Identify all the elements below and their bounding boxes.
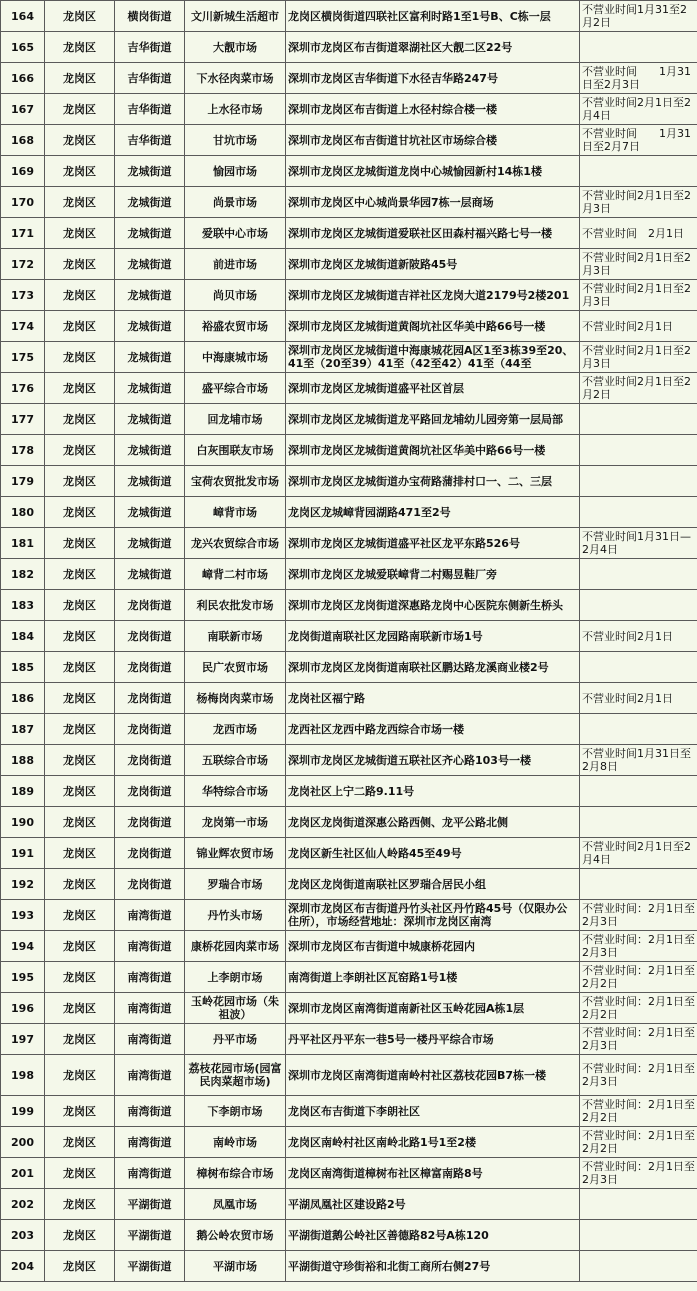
- row-number-cell: 200: [1, 1127, 45, 1158]
- street-cell: 龙岗街道: [115, 869, 185, 900]
- market-name-cell: 甘坑市场: [185, 125, 286, 156]
- closing-time-cell: 不营业时间1月31日至2月8日: [580, 745, 697, 776]
- table-row: [1, 745, 697, 776]
- market-name-cell: 龙西市场: [185, 714, 286, 745]
- row-number-cell: 191: [1, 838, 45, 869]
- table-row: [1, 590, 697, 621]
- closing-time-cell: 不营业时间2月1日至2月4日: [580, 94, 697, 125]
- table-row: [1, 311, 697, 342]
- address-cell: 平湖凤凰社区建设路2号: [286, 1189, 580, 1220]
- closing-time-cell: 不营业时间：2月1日至2月3日: [580, 931, 697, 962]
- market-name-cell: 华特综合市场: [185, 776, 286, 807]
- street-cell: 龙城街道: [115, 280, 185, 311]
- district-cell: 龙岗区: [45, 807, 115, 838]
- closing-time-cell: 不营业时间2月1日: [580, 621, 697, 652]
- row-number-cell: 185: [1, 652, 45, 683]
- row-number-cell: 175: [1, 342, 45, 373]
- street-cell: 吉华街道: [115, 63, 185, 94]
- district-cell: 龙岗区: [45, 1055, 115, 1096]
- market-name-cell: 嶂背二村市场: [185, 559, 286, 590]
- closing-time-cell: 不营业时间2月1日至2月4日: [580, 838, 697, 869]
- closing-time-cell: [580, 435, 697, 466]
- district-cell: 龙岗区: [45, 218, 115, 249]
- address-cell: 龙岗社区上宁二路9.11号: [286, 776, 580, 807]
- market-name-cell: 丹竹头市场: [185, 900, 286, 931]
- market-name-cell: 杨梅岗肉菜市场: [185, 683, 286, 714]
- row-number-cell: 192: [1, 869, 45, 900]
- row-number-cell: 167: [1, 94, 45, 125]
- table-row: [1, 156, 697, 187]
- street-cell: 南湾街道: [115, 1024, 185, 1055]
- row-number-cell: 173: [1, 280, 45, 311]
- market-name-cell: 裕盛农贸市场: [185, 311, 286, 342]
- closing-time-cell: 不营业时间1月31日—2月4日: [580, 528, 697, 559]
- table-row: [1, 1024, 697, 1055]
- street-cell: 南湾街道: [115, 1158, 185, 1189]
- closing-time-cell: [580, 559, 697, 590]
- closing-time-cell: 不营业时间 2月1日: [580, 218, 697, 249]
- row-number-cell: 196: [1, 993, 45, 1024]
- district-cell: 龙岗区: [45, 466, 115, 497]
- street-cell: 龙岗街道: [115, 745, 185, 776]
- district-cell: 龙岗区: [45, 280, 115, 311]
- street-cell: 南湾街道: [115, 1055, 185, 1096]
- street-cell: 龙城街道: [115, 497, 185, 528]
- closing-time-cell: [580, 776, 697, 807]
- market-name-cell: 康桥花园肉菜市场: [185, 931, 286, 962]
- market-name-cell: 鹅公岭农贸市场: [185, 1220, 286, 1251]
- street-cell: 龙岗街道: [115, 838, 185, 869]
- address-cell: 深圳市龙岗区龙城街道龙岗中心城愉园新村14栋1楼: [286, 156, 580, 187]
- district-cell: 龙岗区: [45, 1158, 115, 1189]
- address-cell: 深圳市龙岗区龙城街道盛平社区龙平东路526号: [286, 528, 580, 559]
- market-name-cell: 爱联中心市场: [185, 218, 286, 249]
- district-cell: 龙岗区: [45, 497, 115, 528]
- market-name-cell: 大靓市场: [185, 32, 286, 63]
- row-number-cell: 164: [1, 1, 45, 32]
- table-row: [1, 1, 697, 32]
- district-cell: 龙岗区: [45, 776, 115, 807]
- address-cell: 深圳市龙岗区龙城街道新陂路45号: [286, 249, 580, 280]
- closing-time-cell: [580, 1220, 697, 1251]
- closing-time-cell: 不营业时间：2月1日至2月3日: [580, 1158, 697, 1189]
- table-row: [1, 435, 697, 466]
- closing-time-cell: 不营业时间：2月1日至2月3日: [580, 1024, 697, 1055]
- row-number-cell: 177: [1, 404, 45, 435]
- table-row: [1, 776, 697, 807]
- district-cell: 龙岗区: [45, 962, 115, 993]
- district-cell: 龙岗区: [45, 869, 115, 900]
- street-cell: 南湾街道: [115, 931, 185, 962]
- district-cell: 龙岗区: [45, 342, 115, 373]
- table-row: [1, 962, 697, 993]
- street-cell: 平湖街道: [115, 1189, 185, 1220]
- address-cell: 龙岗区南岭村社区南岭北路1号1至2楼: [286, 1127, 580, 1158]
- market-name-cell: 中海康城市场: [185, 342, 286, 373]
- row-number-cell: 203: [1, 1220, 45, 1251]
- address-cell: 深圳市龙岗区龙城街道五联社区齐心路103号一楼: [286, 745, 580, 776]
- address-cell: 深圳市龙岗区龙城街道龙平路回龙埔幼儿园旁第一层局部: [286, 404, 580, 435]
- address-cell: 深圳市龙岗区龙城爱联嶂背二村赐昱鞋厂旁: [286, 559, 580, 590]
- district-cell: 龙岗区: [45, 311, 115, 342]
- street-cell: 龙城街道: [115, 404, 185, 435]
- street-cell: 吉华街道: [115, 125, 185, 156]
- closing-time-cell: [580, 652, 697, 683]
- district-cell: 龙岗区: [45, 714, 115, 745]
- address-cell: 深圳市龙岗区龙城街道办宝荷路蒲排村口一、二、三层: [286, 466, 580, 497]
- closing-time-cell: 不营业时间 1月31日至2月7日: [580, 125, 697, 156]
- closing-time-cell: 不营业时间2月1日至2月3日: [580, 249, 697, 280]
- street-cell: 龙岗街道: [115, 621, 185, 652]
- address-cell: 平湖街道鹅公岭社区善德路82号A栋120: [286, 1220, 580, 1251]
- street-cell: 龙岗街道: [115, 590, 185, 621]
- row-number-cell: 187: [1, 714, 45, 745]
- table-row: [1, 838, 697, 869]
- district-cell: 龙岗区: [45, 1096, 115, 1127]
- street-cell: 龙岗街道: [115, 683, 185, 714]
- row-number-cell: 171: [1, 218, 45, 249]
- district-cell: 龙岗区: [45, 1127, 115, 1158]
- closing-time-cell: [580, 1251, 697, 1282]
- street-cell: 南湾街道: [115, 1127, 185, 1158]
- table-row: [1, 683, 697, 714]
- market-name-cell: 前进市场: [185, 249, 286, 280]
- district-cell: 龙岗区: [45, 683, 115, 714]
- address-cell: 丹平社区丹平东一巷5号一楼丹平综合市场: [286, 1024, 580, 1055]
- address-cell: 深圳市龙岗区龙城街道黄阁坑社区华美中路66号一楼: [286, 435, 580, 466]
- row-number-cell: 183: [1, 590, 45, 621]
- district-cell: 龙岗区: [45, 32, 115, 63]
- table-row: [1, 1220, 697, 1251]
- market-name-cell: 凤凰市场: [185, 1189, 286, 1220]
- row-number-cell: 165: [1, 32, 45, 63]
- address-cell: 深圳市龙岗区布吉街道上水径村综合楼一楼: [286, 94, 580, 125]
- address-cell: 龙岗街道南联社区龙园路南联新市场1号: [286, 621, 580, 652]
- street-cell: 横岗街道: [115, 1, 185, 32]
- address-cell: 龙岗区龙城嶂背园湖路471至2号: [286, 497, 580, 528]
- row-number-cell: 198: [1, 1055, 45, 1096]
- table-row: [1, 249, 697, 280]
- market-name-cell: 丹平市场: [185, 1024, 286, 1055]
- market-name-cell: 宝荷农贸批发市场: [185, 466, 286, 497]
- closing-time-cell: 不营业时间：2月1日至2月2日: [580, 962, 697, 993]
- address-cell: 深圳市龙岗区中心城尚景华园7栋一层商场: [286, 187, 580, 218]
- address-cell: 深圳市龙岗区龙岗街道深惠路龙岗中心医院东侧新生桥头: [286, 590, 580, 621]
- closing-time-cell: 不营业时间2月1日: [580, 683, 697, 714]
- address-cell: 龙岗区布吉街道下李朗社区: [286, 1096, 580, 1127]
- district-cell: 龙岗区: [45, 993, 115, 1024]
- district-cell: 龙岗区: [45, 528, 115, 559]
- street-cell: 龙城街道: [115, 187, 185, 218]
- table-row: [1, 32, 697, 63]
- address-cell: 龙岗区新生社区仙人岭路45至49号: [286, 838, 580, 869]
- market-name-cell: 平湖市场: [185, 1251, 286, 1282]
- row-number-cell: 180: [1, 497, 45, 528]
- closing-time-cell: [580, 590, 697, 621]
- address-cell: 深圳市龙岗区南湾街道南岭村社区荔枝花园B7栋一楼: [286, 1055, 580, 1096]
- address-cell: 龙西社区龙西中路龙西综合市场一楼: [286, 714, 580, 745]
- row-number-cell: 181: [1, 528, 45, 559]
- row-number-cell: 169: [1, 156, 45, 187]
- address-cell: 深圳市龙岗区龙城街道吉祥社区龙岗大道2179号2楼201: [286, 280, 580, 311]
- closing-time-cell: 不营业时间：2月1日至2月3日: [580, 1055, 697, 1096]
- table-row: [1, 869, 697, 900]
- table-row: [1, 497, 697, 528]
- row-number-cell: 174: [1, 311, 45, 342]
- market-name-cell: 尚景市场: [185, 187, 286, 218]
- row-number-cell: 176: [1, 373, 45, 404]
- street-cell: 南湾街道: [115, 1096, 185, 1127]
- table-row: [1, 714, 697, 745]
- table-row: [1, 187, 697, 218]
- closing-time-cell: 不营业时间：2月1日至2月2日: [580, 993, 697, 1024]
- table-row: [1, 280, 697, 311]
- table-row: [1, 63, 697, 94]
- table-row: [1, 528, 697, 559]
- table-row: [1, 218, 697, 249]
- address-cell: 平湖街道守珍街裕和北街工商所右侧27号: [286, 1251, 580, 1282]
- table-row: [1, 1189, 697, 1220]
- market-table-body: [1, 1, 697, 1282]
- district-cell: 龙岗区: [45, 435, 115, 466]
- district-cell: 龙岗区: [45, 621, 115, 652]
- address-cell: 深圳市龙岗区龙城街道爱联社区田森村福兴路七号一楼: [286, 218, 580, 249]
- address-cell: 南湾街道上李朗社区瓦窑路1号1楼: [286, 962, 580, 993]
- address-cell: 深圳市龙岗区龙城街道中海康城花园A区1至3栋39至20、41至（20至39）41至（42至42）41至（44至: [286, 342, 580, 373]
- street-cell: 吉华街道: [115, 94, 185, 125]
- row-number-cell: 201: [1, 1158, 45, 1189]
- district-cell: 龙岗区: [45, 1024, 115, 1055]
- row-number-cell: 189: [1, 776, 45, 807]
- market-name-cell: 下水径肉菜市场: [185, 63, 286, 94]
- row-number-cell: 204: [1, 1251, 45, 1282]
- street-cell: 龙城街道: [115, 435, 185, 466]
- street-cell: 龙城街道: [115, 466, 185, 497]
- district-cell: 龙岗区: [45, 590, 115, 621]
- street-cell: 平湖街道: [115, 1220, 185, 1251]
- table-row: [1, 652, 697, 683]
- street-cell: 龙岗街道: [115, 652, 185, 683]
- address-cell: 深圳市龙岗区布吉街道丹竹头社区丹竹路45号（仅限办公住所），市场经营地址：深圳市龙岗区南湾: [286, 900, 580, 931]
- district-cell: 龙岗区: [45, 745, 115, 776]
- table-row: [1, 1096, 697, 1127]
- market-name-cell: 盛平综合市场: [185, 373, 286, 404]
- closing-time-cell: 不营业时间 1月31日至2月3日: [580, 63, 697, 94]
- district-cell: 龙岗区: [45, 94, 115, 125]
- district-cell: 龙岗区: [45, 1251, 115, 1282]
- market-name-cell: 民广农贸市场: [185, 652, 286, 683]
- street-cell: 平湖街道: [115, 1251, 185, 1282]
- market-name-cell: 樟树布综合市场: [185, 1158, 286, 1189]
- closing-time-cell: 不营业时间2月1日至2月3日: [580, 342, 697, 373]
- address-cell: 深圳市龙岗区布吉街道甘坑社区市场综合楼: [286, 125, 580, 156]
- street-cell: 吉华街道: [115, 32, 185, 63]
- row-number-cell: 202: [1, 1189, 45, 1220]
- row-number-cell: 178: [1, 435, 45, 466]
- closing-time-cell: [580, 32, 697, 63]
- closing-time-cell: 不营业时间2月1日至2月3日: [580, 187, 697, 218]
- address-cell: 深圳市龙岗区龙城街道黄阁坑社区华美中路66号一楼: [286, 311, 580, 342]
- closing-time-cell: [580, 714, 697, 745]
- table-row: [1, 993, 697, 1024]
- table-row: [1, 1158, 697, 1189]
- address-cell: 深圳市龙岗区龙岗街道南联社区鹏达路龙溪商业楼2号: [286, 652, 580, 683]
- closing-time-cell: [580, 807, 697, 838]
- closing-time-cell: 不营业时间：2月1日至2月2日: [580, 1127, 697, 1158]
- row-number-cell: 194: [1, 931, 45, 962]
- market-name-cell: 罗瑞合市场: [185, 869, 286, 900]
- table-row: [1, 1055, 697, 1096]
- street-cell: 龙城街道: [115, 559, 185, 590]
- closing-time-cell: [580, 497, 697, 528]
- street-cell: 龙岗街道: [115, 807, 185, 838]
- district-cell: 龙岗区: [45, 1220, 115, 1251]
- market-name-cell: 愉园市场: [185, 156, 286, 187]
- market-name-cell: 上李朗市场: [185, 962, 286, 993]
- address-cell: 深圳市龙岗区布吉街道翠湖社区大靓二区22号: [286, 32, 580, 63]
- district-cell: 龙岗区: [45, 404, 115, 435]
- street-cell: 龙岗街道: [115, 714, 185, 745]
- row-number-cell: 170: [1, 187, 45, 218]
- row-number-cell: 197: [1, 1024, 45, 1055]
- market-name-cell: 五联综合市场: [185, 745, 286, 776]
- table-row: [1, 621, 697, 652]
- closing-time-cell: [580, 1189, 697, 1220]
- street-cell: 南湾街道: [115, 993, 185, 1024]
- district-cell: 龙岗区: [45, 187, 115, 218]
- district-cell: 龙岗区: [45, 900, 115, 931]
- table-row: [1, 94, 697, 125]
- address-cell: 龙岗区南湾街道樟树布社区樟富南路8号: [286, 1158, 580, 1189]
- closing-time-cell: 不营业时间2月1日至2月3日: [580, 280, 697, 311]
- address-cell: 龙岗社区福宁路: [286, 683, 580, 714]
- market-name-cell: 锦业辉农贸市场: [185, 838, 286, 869]
- street-cell: 龙城街道: [115, 156, 185, 187]
- market-name-cell: 利民农批发市场: [185, 590, 286, 621]
- district-cell: 龙岗区: [45, 838, 115, 869]
- table-row: [1, 1127, 697, 1158]
- market-name-cell: 下李朗市场: [185, 1096, 286, 1127]
- table-row: [1, 900, 697, 931]
- market-name-cell: 荔枝花园市场(园富民肉菜超市场): [185, 1055, 286, 1096]
- address-cell: 龙岗区龙岗街道南联社区罗瑞合居民小组: [286, 869, 580, 900]
- row-number-cell: 172: [1, 249, 45, 280]
- closing-time-cell: 不营业时间：2月1日至2月3日: [580, 900, 697, 931]
- district-cell: 龙岗区: [45, 156, 115, 187]
- row-number-cell: 199: [1, 1096, 45, 1127]
- street-cell: 龙城街道: [115, 311, 185, 342]
- address-cell: 深圳市龙岗区布吉街道中城康桥花园内: [286, 931, 580, 962]
- row-number-cell: 184: [1, 621, 45, 652]
- closing-time-cell: 不营业时间：2月1日至2月2日: [580, 1096, 697, 1127]
- row-number-cell: 188: [1, 745, 45, 776]
- district-cell: 龙岗区: [45, 652, 115, 683]
- table-row: [1, 373, 697, 404]
- market-name-cell: 上水径市场: [185, 94, 286, 125]
- district-cell: 龙岗区: [45, 1, 115, 32]
- row-number-cell: 182: [1, 559, 45, 590]
- market-name-cell: 龙岗第一市场: [185, 807, 286, 838]
- district-cell: 龙岗区: [45, 125, 115, 156]
- address-cell: 龙岗区龙岗街道深惠公路西侧、龙平公路北侧: [286, 807, 580, 838]
- market-name-cell: 南联新市场: [185, 621, 286, 652]
- district-cell: 龙岗区: [45, 249, 115, 280]
- market-name-cell: 白灰围联友市场: [185, 435, 286, 466]
- district-cell: 龙岗区: [45, 931, 115, 962]
- street-cell: 龙城街道: [115, 218, 185, 249]
- row-number-cell: 186: [1, 683, 45, 714]
- district-cell: 龙岗区: [45, 559, 115, 590]
- row-number-cell: 166: [1, 63, 45, 94]
- row-number-cell: 193: [1, 900, 45, 931]
- closing-time-cell: 不营业时间2月1日: [580, 311, 697, 342]
- address-cell: 深圳市龙岗区吉华街道下水径吉华路247号: [286, 63, 580, 94]
- row-number-cell: 190: [1, 807, 45, 838]
- closing-time-cell: [580, 404, 697, 435]
- closing-time-cell: 不营业时间2月1日至2月2日: [580, 373, 697, 404]
- street-cell: 南湾街道: [115, 962, 185, 993]
- table-row: [1, 807, 697, 838]
- closing-time-cell: 不营业时间1月31至2月2日: [580, 1, 697, 32]
- district-cell: 龙岗区: [45, 63, 115, 94]
- street-cell: 龙城街道: [115, 528, 185, 559]
- street-cell: 龙城街道: [115, 373, 185, 404]
- address-cell: 龙岗区横岗街道四联社区富利时路1至1号B、C栋一层: [286, 1, 580, 32]
- table-row: [1, 125, 697, 156]
- market-name-cell: 龙兴农贸综合市场: [185, 528, 286, 559]
- market-name-cell: 文川新城生活超市: [185, 1, 286, 32]
- market-name-cell: 嶂背市场: [185, 497, 286, 528]
- table-row: [1, 559, 697, 590]
- address-cell: 深圳市龙岗区南湾街道南新社区玉岭花园A栋1层: [286, 993, 580, 1024]
- row-number-cell: 168: [1, 125, 45, 156]
- market-name-cell: 尚贝市场: [185, 280, 286, 311]
- row-number-cell: 179: [1, 466, 45, 497]
- table-row: [1, 342, 697, 373]
- market-name-cell: 玉岭花园市场（朱祖波）: [185, 993, 286, 1024]
- street-cell: 龙岗街道: [115, 776, 185, 807]
- street-cell: 龙城街道: [115, 342, 185, 373]
- address-cell: 深圳市龙岗区龙城街道盛平社区首层: [286, 373, 580, 404]
- table-row: [1, 931, 697, 962]
- table-row: [1, 466, 697, 497]
- closing-time-cell: [580, 156, 697, 187]
- closing-time-cell: [580, 869, 697, 900]
- closing-time-cell: [580, 466, 697, 497]
- market-name-cell: 南岭市场: [185, 1127, 286, 1158]
- market-name-cell: 回龙埔市场: [185, 404, 286, 435]
- table-row: [1, 1251, 697, 1282]
- district-cell: 龙岗区: [45, 373, 115, 404]
- street-cell: 南湾街道: [115, 900, 185, 931]
- district-cell: 龙岗区: [45, 1189, 115, 1220]
- street-cell: 龙城街道: [115, 249, 185, 280]
- table-row: [1, 404, 697, 435]
- row-number-cell: 195: [1, 962, 45, 993]
